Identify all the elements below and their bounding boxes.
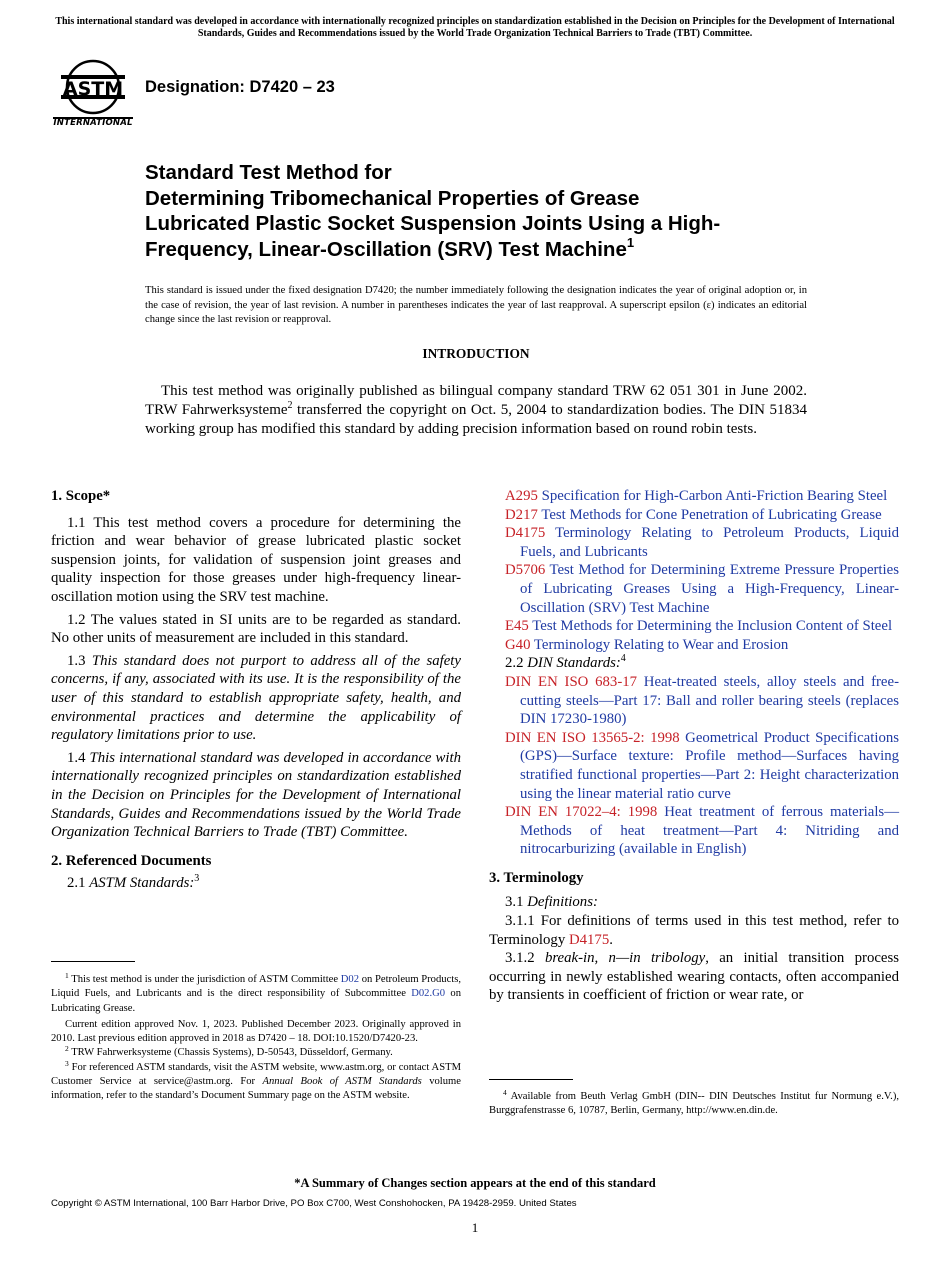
ref-code[interactable]: DIN EN ISO 13565-2: 1998 [505, 729, 680, 746]
ref-code[interactable]: DIN EN 17022–4: 1998 [505, 804, 658, 821]
ref-code[interactable]: D4175 [505, 525, 546, 542]
para-2-2-text: DIN Standards: [527, 655, 621, 672]
footnote-3-text-a: For referenced ASTM standards, visit the ASTM website, www.astm.org, or contact ASTM Customer Service at service@astm.org. For [51, 1061, 461, 1088]
document-title [145, 160, 845, 262]
footnote-4 [489, 1090, 899, 1119]
para-3-1-2-text: , an initial transition process occurring in newly established wearing contacts, often accompanied by transients in coefficient of friction or wear rate, or [489, 950, 899, 1004]
para-2-2-footnote-mark[interactable]: 4 [620, 653, 626, 665]
link-d02[interactable]: D02 [340, 974, 360, 985]
ref-code[interactable]: G40 [505, 636, 531, 653]
ref-d4175[interactable] [489, 524, 899, 561]
link-d4175[interactable]: D4175 [568, 931, 610, 948]
footnote-2 [51, 1046, 461, 1060]
logo-caption: INTERNATIONAL [53, 118, 133, 128]
footnotes-right [489, 1090, 899, 1119]
ref-e45[interactable] [489, 617, 899, 636]
ref-desc[interactable]: Heat treatment of ferrous materials—Methods of heat treatment—Part 4: Nitriding and nitrocarburizing (available in English) [520, 804, 899, 858]
title-line-4 [145, 234, 845, 263]
footnote-3-mark: 3 [65, 1058, 69, 1068]
left-column [51, 487, 461, 893]
intro-text-b: transferred the copyright on Oct. 5, 2004 to standardization bodies. The DIN 51834 working group has modified this standard by adding precision information based on round robin tests. [145, 402, 807, 437]
para-1-4-num: 1.4 [67, 749, 90, 766]
ref-d5706[interactable] [489, 561, 899, 617]
ref-code[interactable]: D217 [505, 506, 538, 523]
footnote-divider-right [489, 1079, 573, 1080]
title-line-2: Determining Tribomechanical Properties of Grease [145, 186, 640, 210]
ref-desc[interactable]: Test Methods for Determining the Inclusion Content of Steel [528, 618, 893, 635]
footnote-divider-left [51, 961, 135, 962]
footnote-1-edition: Current edition approved Nov. 1, 2023. Published December 2023. Originally approved in 2010. Last previous edition approved in 2018 as D7420 – 18. DOI:10.1520/D7420-23. [51, 1018, 461, 1045]
referenced-docs-heading: 2. Referenced Documents [51, 852, 212, 869]
footnote-2-mark: 2 [65, 1044, 69, 1054]
footnotes-left [51, 973, 461, 1104]
page-number: 1 [471, 1220, 479, 1235]
para-3-1-text: Definitions: [527, 894, 598, 911]
ref-din-683-17[interactable] [489, 673, 899, 729]
ref-code[interactable]: E45 [505, 618, 529, 635]
title-footnote-mark[interactable]: 1 [626, 234, 635, 250]
logo-brand-text: ASTM [62, 78, 124, 100]
footnote-2-text: TRW Fahrwerksysteme (Chassis Systems), D-50543, Düsseldorf, Germany. [68, 1047, 393, 1059]
right-column [489, 487, 899, 1005]
footnote-1-text-c: on Lubricating Grease. [51, 988, 462, 1014]
para-3-1-2-num: 3.1.2 [505, 950, 545, 967]
para-2-1-footnote-mark[interactable]: 3 [194, 873, 200, 885]
para-3-1-num: 3.1 [505, 894, 528, 911]
footnote-3 [51, 1058, 461, 1104]
introduction-text [145, 382, 807, 439]
designation: Designation: D7420 – 23 [145, 78, 335, 96]
para-1-3-num: 1.3 [67, 652, 92, 669]
para-2-1-num: 2.1 [67, 875, 90, 892]
para-3-1-1 [489, 912, 899, 949]
ref-desc[interactable]: Geometrical Product Specifications (GPS)—Surface texture: Profile method—Surfaces having stratified functional properties—Part 2: Height characterization using the linear material ratio curve [520, 729, 900, 802]
title-line-4-text: Frequency, Linear-Oscillation (SRV) Test Machine [145, 237, 627, 261]
para-1-2: 1.2 The values stated in SI units are to be regarded as standard. No other units of measurement are included in this standard. [51, 611, 461, 647]
footnote-3-text-b: volume information, refer to the standard’s Document Summary page on the ASTM website. [51, 1076, 461, 1102]
issued-note: This standard is issued under the fixed designation D7420; the number immediately following the designation indicates the year of original adoption or, in the case of revision, the year of last revision. A number in parentheses indicates the year of last reapproval. A superscript epsilon (ε) indicates an editorial change since the last revision or reapproval. [145, 285, 807, 326]
ref-d217[interactable] [489, 506, 899, 525]
top-notice: This international standard was developed in accordance with internationally recognized principles on standardization established in the Decision on Principles for the Development of International Standards, Guides and Recommendations issued by the World Trade Organization Technical Barriers to Trade (TBT) Committee. [55, 16, 895, 39]
title-line-3: Lubricated Plastic Socket Suspension Joints Using a High- [145, 212, 721, 235]
intro-text-a: This test method was originally published as bilingual company standard TRW 62 051 301 in June 2002. TRW Fahrwerksysteme [145, 383, 807, 418]
footnote-1 [51, 973, 461, 1016]
ref-din-13565-2[interactable] [489, 729, 899, 803]
para-3-1-2 [489, 949, 899, 1005]
footnote-3-italic: Annual Book of ASTM Standards [262, 1076, 422, 1088]
summary-of-changes-note: *A Summary of Changes section appears at the end of this standard [294, 1176, 656, 1190]
ref-a295[interactable] [489, 487, 899, 506]
para-2-1-text: ASTM Standards: [89, 875, 195, 892]
para-1-4 [51, 749, 461, 842]
footnote-1-mark: 1 [65, 971, 69, 980]
footnote-4-mark: 4 [503, 1088, 507, 1097]
para-3-1-2-term: break-in, n—in tribology [544, 950, 706, 967]
para-2-2-num: 2.2 [505, 655, 528, 672]
astm-logo [53, 57, 133, 131]
intro-footnote-mark[interactable]: 2 [287, 400, 293, 411]
para-2-2 [489, 654, 899, 673]
ref-desc[interactable]: Heat-treated steels, alloy steels and free-cutting steels—Part 17: Ball and roller bearing steels (replaces DIN 17230-1980) [520, 673, 899, 728]
para-1-4-text: This international standard was developed in accordance with internationally recognized principles on standardization established in the Decision on Principles for the Development of International Standards, Guides and Recommendations issued by the World Trade Organization Technical Barriers to Trade (TBT) Committee. [51, 749, 461, 841]
para-2-1 [51, 874, 461, 893]
footnote-1-text-a: This test method is under the jurisdiction of ASTM Committee [68, 974, 341, 985]
title-line-1: Standard Test Method for [145, 161, 392, 184]
footnote-4-text: Available from Beuth Verlag GmbH (DIN-- DIN Deutsches Institut fur Normung e.V.), Burggrafenstrasse 6, 10787, Berlin, Germany, http://www.en.din.de. [489, 1091, 899, 1117]
para-1-1: 1.1 This test method covers a procedure for determining the friction and wear behavior of grease lubricated plastic socket suspension joints, for validation of suspension joint greases and quality inspection for those greases under high-frequency linear-oscillation motion using the SRV test machine. [51, 514, 461, 605]
ref-code[interactable]: D5706 [505, 562, 546, 579]
copyright-line: Copyright © ASTM International, 100 Barr Harbor Drive, PO Box C700, West Conshohocken, PA 19428-2959. United States [51, 1198, 577, 1209]
para-1-3-text: This standard does not purport to address all of the safety concerns, if any, associated with its use. It is the responsibility of the user of this standard to establish appropriate safety, health, and environmental practices and determine the applicability of regulatory limitations prior to use. [51, 652, 461, 744]
ref-desc[interactable]: Specification for High-Carbon Anti-Friction Bearing Steel [537, 488, 888, 504]
ref-g40[interactable] [489, 636, 899, 655]
para-3-1 [489, 893, 899, 912]
ref-desc[interactable]: Test Methods for Cone Penetration of Lubricating Grease [537, 506, 882, 523]
ref-code[interactable]: DIN EN ISO 683-17 [505, 673, 638, 690]
para-3-1-1-text-b: . [609, 931, 613, 948]
ref-code[interactable]: A295 [505, 488, 538, 504]
link-d02-g0[interactable]: D02.G0 [411, 988, 446, 1000]
para-1-3 [51, 652, 461, 745]
ref-desc[interactable]: Test Method for Determining Extreme Pressure Properties of Lubricating Greases Using a High-Frequency, Linear-Oscillation (SRV) Test Machine [520, 562, 899, 616]
ref-desc[interactable]: Terminology Relating to Petroleum Products, Liquid Fuels, and Lubricants [520, 525, 899, 560]
footnote-1-text-b: on Petroleum Products, Liquid Fuels, and Lubricants and is the direct responsibility of Subcommittee [51, 974, 461, 1000]
para-3-1-1-text-a: 3.1.1 For definitions of terms used in this test method, refer to Terminology [489, 913, 899, 948]
ref-desc[interactable]: Terminology Relating to Wear and Erosion [530, 636, 789, 653]
introduction-heading: INTRODUCTION [422, 346, 530, 361]
terminology-heading: 3. Terminology [489, 869, 584, 886]
ref-din-17022-4[interactable] [489, 803, 899, 859]
scope-heading: 1. Scope* [51, 488, 111, 504]
